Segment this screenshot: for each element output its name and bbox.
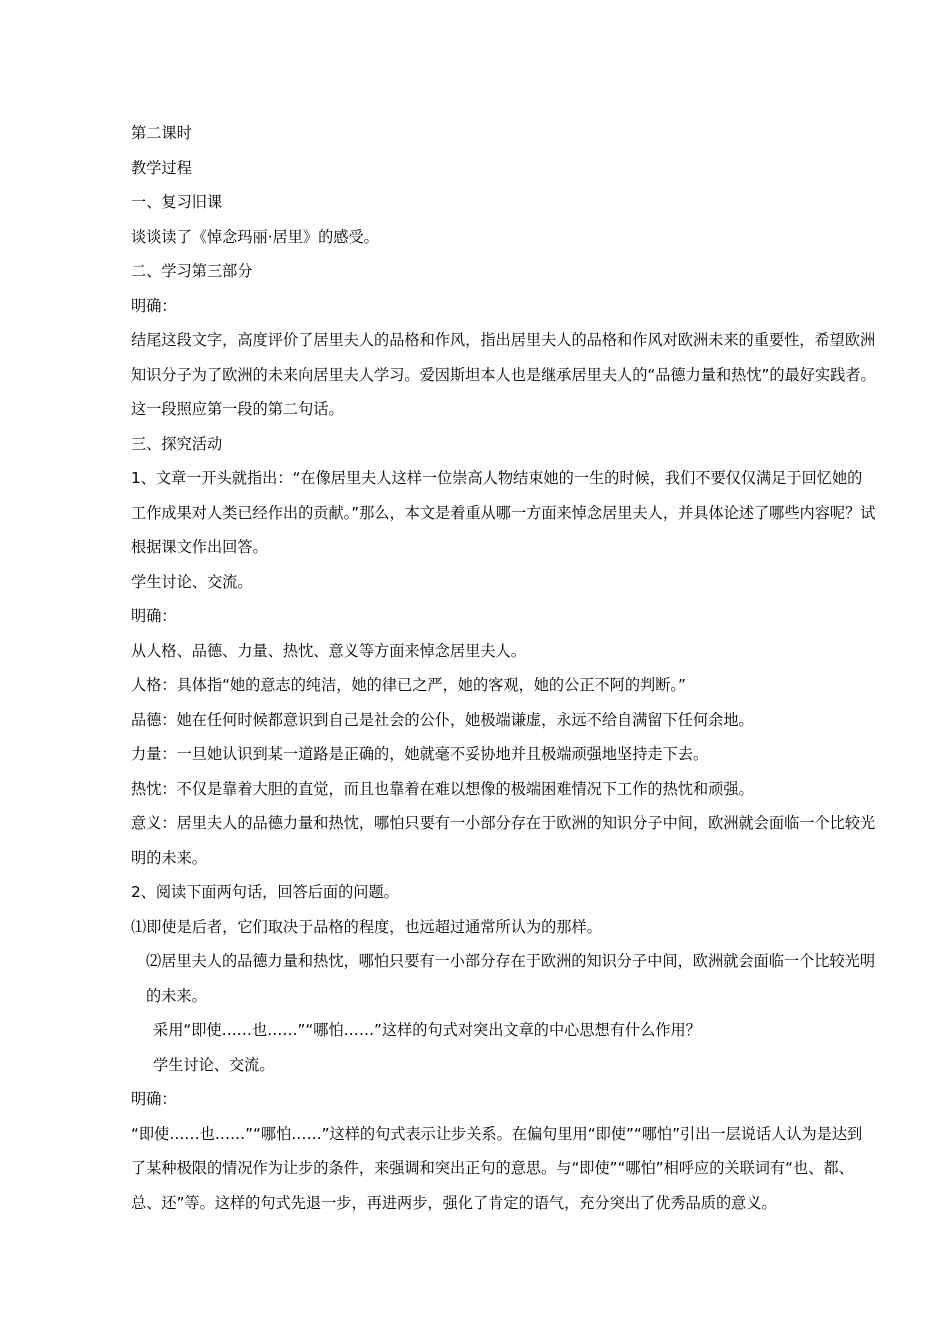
paragraph: 力量：一旦她认识到某一道路是正确的，她就毫不妥协地并且极端顽强地坚持走下去。 — [131, 745, 709, 763]
paragraph: 学生讨论、交流。 — [131, 572, 253, 591]
section-heading: 教学过程 — [131, 158, 192, 177]
question-paragraph: 2、阅读下面两句话，回答后面的问题。 — [131, 883, 399, 901]
section-heading: 二、学习第三部分 — [131, 262, 253, 280]
paragraph: 品德：她在任何时候都意识到自己是社会的公仆，她极端谦虚，永远不给自满留下任何余地。 — [131, 710, 754, 729]
paragraph: 意义：居里夫人的品德力量和热忱，哪怕只要有一小部分存在于欧洲的知识分子中间，欧洲就会面临一个比较光明的未来。 — [131, 814, 876, 867]
paragraph: 结尾这段文字，高度评价了居里夫人的品格和作风，指出居里夫人的品格和作风对欧洲未来的重要性，希望欧洲知识分子为了欧洲的未来向居里夫人学习。爱因斯坦本人也是继承居里夫人的“品德力量和热忱”的最好实践者。这一段照应第一段的第二句话。 — [131, 331, 876, 418]
paragraph: 明确： — [131, 296, 177, 315]
question-paragraph: 采用“即使……也……”“哪怕……”这样的句式对突出文章的中心思想有什么作用？ — [153, 1021, 701, 1039]
document-body — [131, 116, 877, 1220]
paragraph: “即使……也……”“哪怕……”这样的句式表示让步关系。在偏句里用“即使”“哪怕”引出一层说话人认为是达到了某种极限的情况作为让步的条件，来强调和突出正句的意思。与“即使”“哪怕”相呼应的关联词有“也、都、总、还”等。这样的句式先退一步，再进两步，强化了肯定的语气，充分突出了优秀品质的意义。 — [131, 1124, 863, 1212]
paragraph: 热忱：不仅是靠着大胆的直觉，而且也靠着在难以想像的极端困难情况下工作的热忱和顽强。 — [131, 779, 754, 798]
section-heading: 一、复习旧课 — [131, 193, 223, 211]
paragraph: 学生讨论、交流。 — [153, 1055, 275, 1074]
question-paragraph: 1、文章一开头就指出：“在像居里夫人这样一位崇高人物结束她的一生的时候，我们不要仅仅满足于回忆她的工作成果对人类已经作出的贡献。”那么，本文是着重从哪一方面来悼念居里夫人，并具体论述了哪些内容呢？试根据课文作出回答。 — [131, 469, 876, 556]
paragraph: 从人格、品德、力量、热忱、意义等方面来悼念居里夫人。 — [131, 641, 526, 660]
quoted-sentence: ⑴即使是后者，它们取决于品格的程度，也远超过通常所认为的那样。 — [131, 917, 602, 936]
paragraph: 明确： — [131, 607, 177, 625]
section-heading: 三、探究活动 — [131, 434, 223, 453]
paragraph: 谈谈读了《悼念玛丽·居里》的感受。 — [131, 227, 379, 246]
lesson-title: 第二课时 — [131, 124, 192, 142]
paragraph: 明确： — [131, 1090, 177, 1108]
quoted-sentence: ⑵居里夫人的品德力量和热忱，哪怕只要有一小部分存在于欧洲的知识分子中间，欧洲就会面临一个比较光明的未来。 — [146, 952, 875, 1005]
paragraph: 人格：具体指“她的意志的纯洁，她的律已之严，她的客观，她的公正不阿的判断。” — [131, 676, 686, 694]
